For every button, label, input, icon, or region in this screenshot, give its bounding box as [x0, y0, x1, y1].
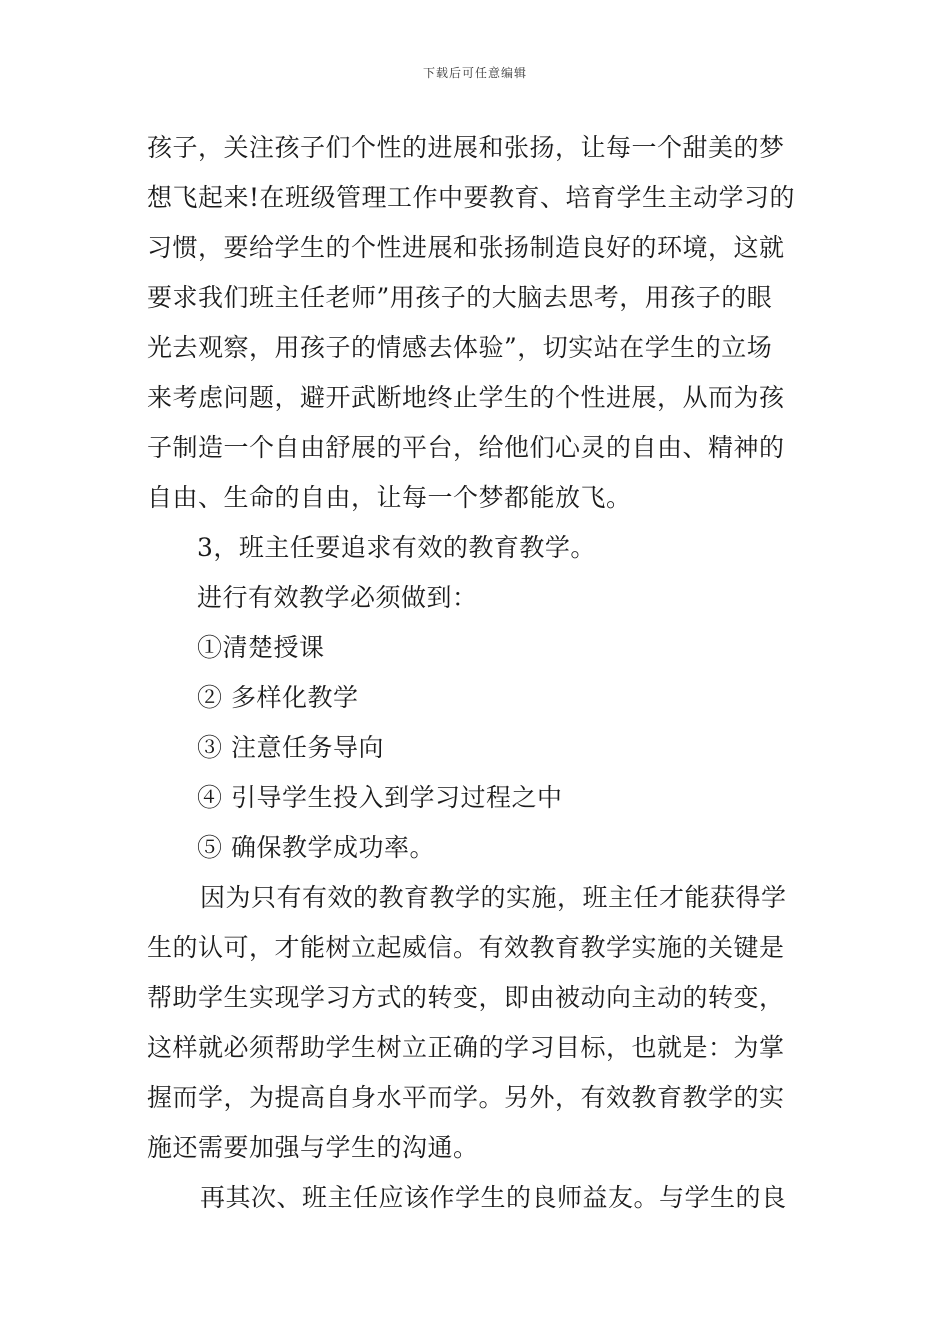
list-item: ② 多样化教学: [197, 683, 359, 712]
body-line: 光去观察，用孩子的情感去体验”，切实站在学生的立场: [147, 333, 773, 362]
list-item: ①清楚授课: [197, 633, 325, 662]
body-line: 帮助学生实现学习方式的转变，即由被动向主动的转变，: [147, 983, 785, 1012]
body-line: 自由、生命的自由，让每一个梦都能放飞。: [147, 483, 632, 512]
body-line: 孩子，关注孩子们个性的进展和张扬，让每一个甜美的梦: [147, 133, 785, 162]
body-line: 因为只有有效的教育教学的实施，班主任才能获得学: [200, 883, 787, 912]
list-item: ③ 注意任务导向: [197, 733, 384, 762]
body-line: 这样就必须帮助学生树立正确的学习目标，也就是：为掌: [147, 1033, 785, 1062]
body-line: 施还需要加强与学生的沟通。: [147, 1133, 479, 1162]
list-item: ④ 引导学生投入到学习过程之中: [197, 783, 563, 812]
body-line: 再其次、班主任应该作学生的良师益友。与学生的良: [200, 1183, 787, 1212]
body-line: 子制造一个自由舒展的平台，给他们心灵的自由、精神的: [147, 433, 785, 462]
body-line: 习惯，要给学生的个性进展和张扬制造良好的环境，这就: [147, 233, 785, 262]
body-line: 来考虑问题，避开武断地终止学生的个性进展，从而为孩: [147, 383, 785, 412]
list-item: ⑤ 确保教学成功率。: [197, 833, 435, 862]
body-line: 握而学，为提高自身水平而学。另外，有效教育教学的实: [147, 1083, 785, 1112]
section-heading: 3，班主任要追求有效的教育教学。: [197, 533, 596, 562]
body-line: 进行有效教学必须做到：: [197, 583, 478, 612]
body-line: 想飞起来!在班级管理工作中要教育、培育学生主动学习的: [147, 183, 796, 212]
body-line: 要求我们班主任老师”用孩子的大脑去思考，用孩子的眼: [147, 283, 773, 312]
body-line: 生的认可，才能树立起威信。有效教育教学实施的关键是: [147, 933, 785, 962]
header-note: 下载后可任意编辑: [422, 66, 527, 80]
